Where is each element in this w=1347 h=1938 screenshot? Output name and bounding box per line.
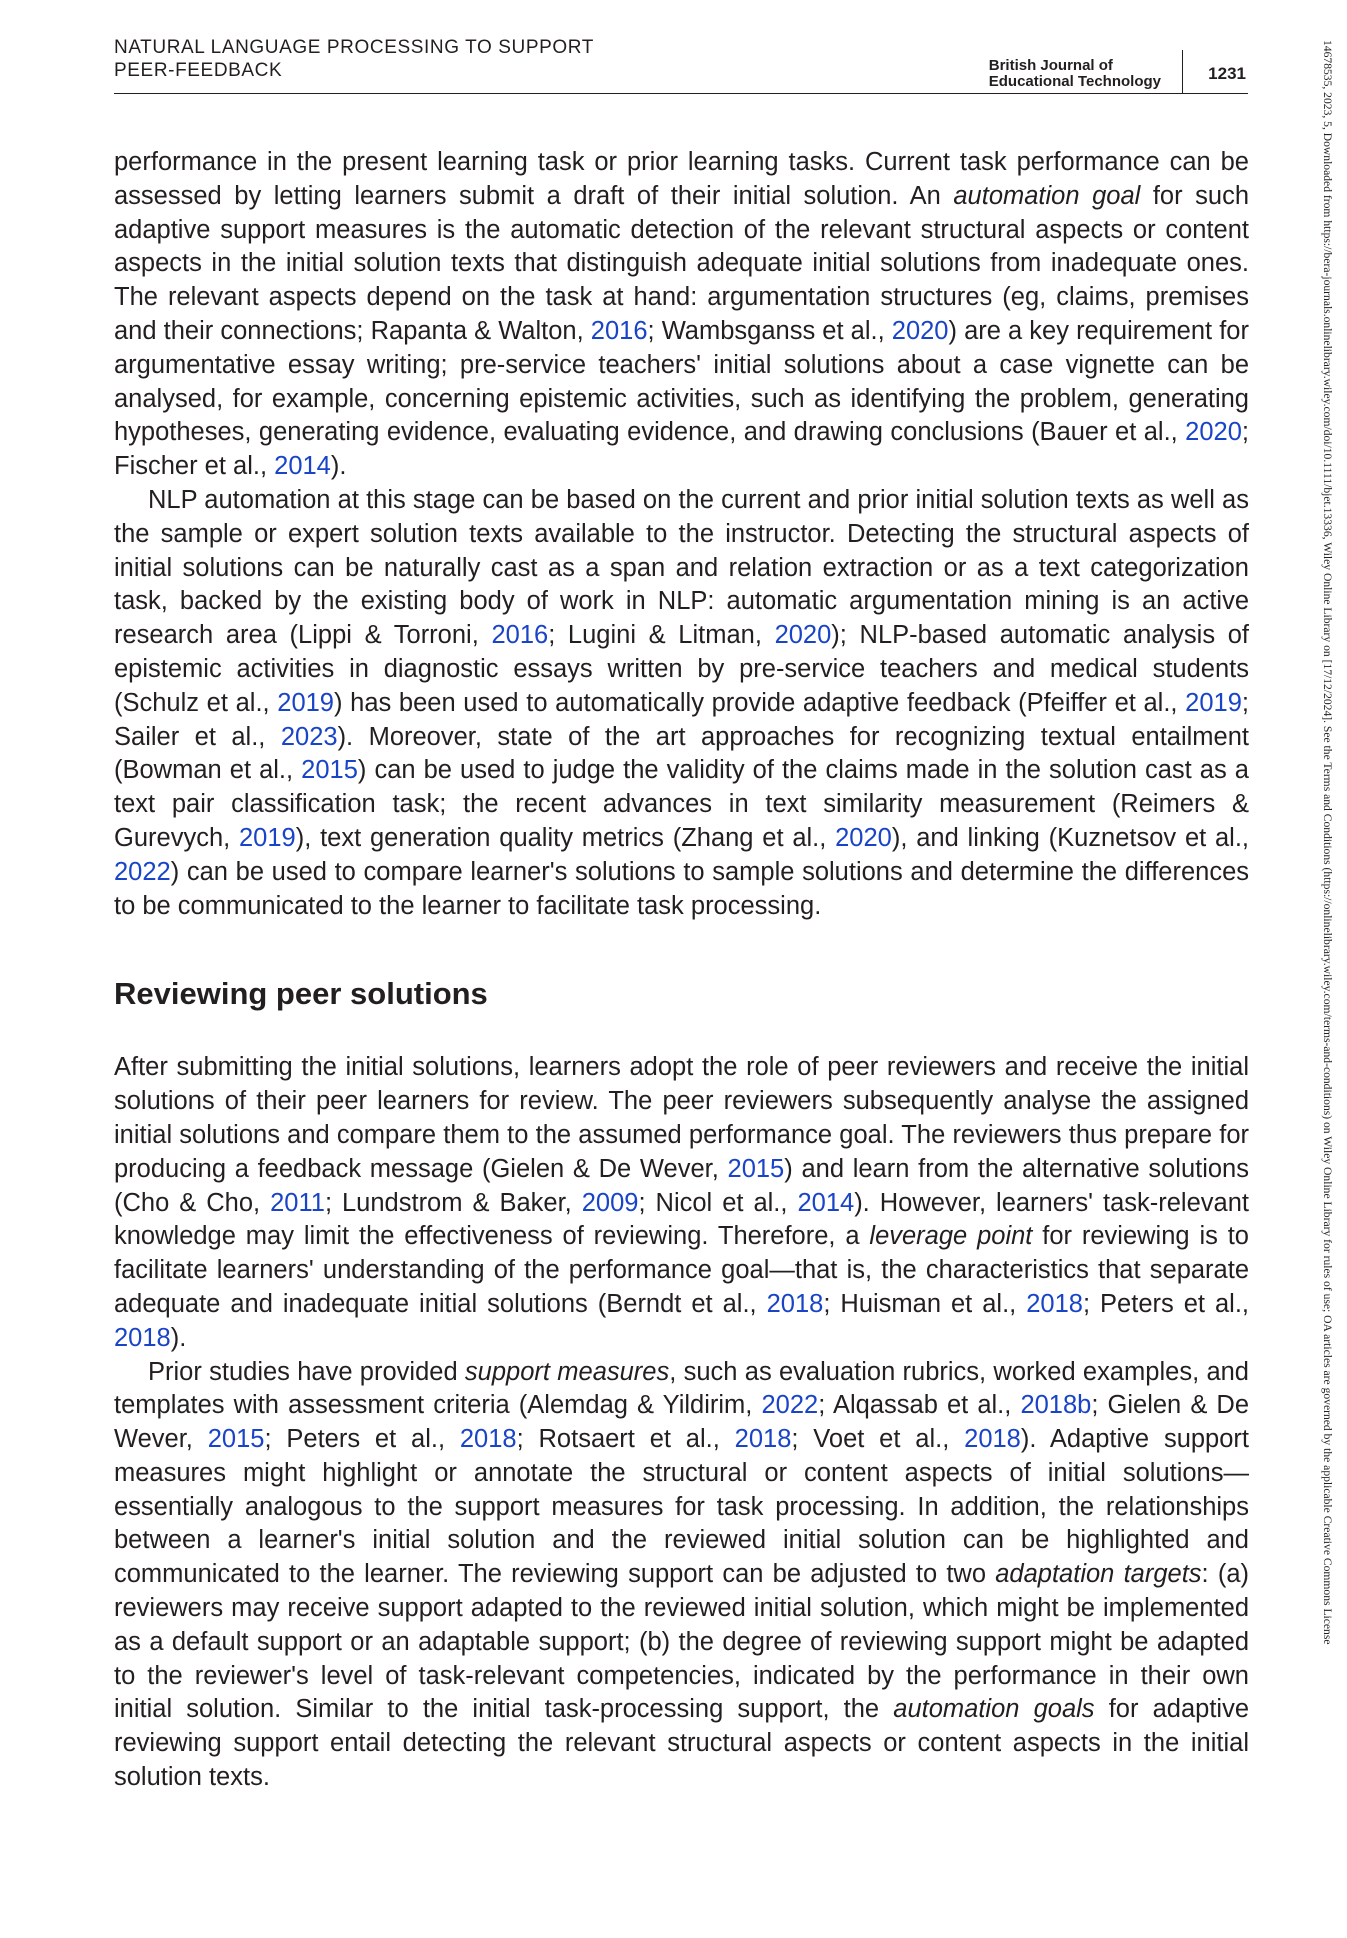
emphasis-term: adaptation targets (995, 1560, 1202, 1589)
text-run: ) can be used to compare learner's solutions to sample solutions and determine the differences to be communicated to the learner to facilitate task processing. (114, 857, 1249, 920)
citation-link[interactable]: 2023 (280, 722, 338, 751)
citation-link[interactable]: 2022 (761, 1391, 819, 1420)
text-run: NLP automation at this stage can be based on the current and prior initial solution texts as well as the sample or expert solution texts available to the instructor. Detecting the structural aspects of initial solutions can be naturally cast as a span and relation extraction or as a text categorization task, backed by the existing body of work in NLP: automatic argumentation mining is an active research area (Lippi & Torroni, (114, 485, 1249, 650)
text-run: ; Fischer et al., (114, 418, 1249, 481)
text-run: ; Lugini & Litman, (548, 621, 775, 650)
citation-link[interactable]: 2011 (270, 1188, 325, 1217)
citation-link[interactable]: 2018b (1020, 1391, 1092, 1420)
section-heading: Reviewing peer solutions (114, 976, 488, 1012)
citation-link[interactable]: 2018 (734, 1425, 792, 1454)
header-rule (114, 93, 1248, 94)
text-run: ; Peters et al., (1082, 1289, 1249, 1318)
citation-link[interactable]: 2020 (1185, 418, 1242, 447)
text-run: for adaptive reviewing support entail detecting the relevant structural aspects or content aspects in the initial solution texts. (114, 1695, 1249, 1792)
text-run: ; Alqassab et al., (818, 1391, 1021, 1420)
citation-link[interactable]: 2015 (727, 1154, 785, 1183)
text-run: ; Peters et al., (264, 1425, 460, 1454)
text-run: ). However, learners' task-relevant knowledge may limit the effectiveness of reviewing. Therefore, a (114, 1188, 1249, 1251)
text-run: ), and linking (Kuznetsov et al., (891, 823, 1250, 852)
text-run: for such adaptive support measures is the automatic detection of the relevant structural aspects or content aspects in the initial solution texts that distinguish adequate initial solutions from inadequate ones. The relevant aspects depend on the task at hand: argumentation structures (eg, claims, premises and their connections; Rapanta & Walton, (114, 181, 1249, 345)
citation-link[interactable]: 2018 (459, 1425, 517, 1454)
citation-link[interactable]: 2019 (239, 823, 296, 852)
citation-link[interactable]: 2019 (277, 688, 334, 717)
citation-link[interactable]: 2014 (797, 1188, 855, 1217)
text-run: ). (330, 452, 347, 481)
text-run: : (a) reviewers may receive support adapted to the reviewed initial solution, which might be implemented as a default support or an adaptable support; (b) the degree of reviewing support might be adapted to the reviewer's level of task-relevant competencies, indicated by the performance in their own initial solution. Similar to the initial task-processing support, the (114, 1560, 1249, 1724)
running-header (114, 36, 1249, 94)
citation-link[interactable]: 2018 (766, 1289, 824, 1318)
citation-link[interactable]: 2020 (891, 316, 949, 345)
citation-link[interactable]: 2015 (207, 1425, 265, 1454)
text-run: ); NLP-based automatic analysis of epistemic activities in diagnostic essays written by pre-service teachers and medical students (Schulz et al., (114, 621, 1249, 717)
citation-link[interactable]: 2015 (301, 756, 358, 785)
citation-link[interactable]: 2014 (274, 452, 331, 481)
download-notice-text: 14678535, 2023, 5, Downloaded from https://bera-journals.onlinelibrary.wiley.com/doi/10.1111/bjet.13336, Wiley Online Library on [17/12/2024]. See the Terms and Conditions (https://onlinelibrary.wiley.com/terms-and-conditions) on Wiley Online Library for rules of use; OA articles are governed by the applicable Creative Commons License (1321, 40, 1334, 1645)
text-run: performance in the present learning task or prior learning tasks. Current task performance can be assessed by letting learners submit a draft of their initial solution. An (114, 148, 1249, 210)
citation-link[interactable]: 2009 (581, 1188, 639, 1217)
text-run: ; Huisman et al., (823, 1289, 1027, 1318)
journal-name-line2: Educational Technology (988, 73, 1161, 90)
text-run: After submitting the initial solutions, learners adopt the role of peer reviewers and receive the initial solutions of their peer learners for review. The peer reviewers subsequently analyse the assigned initial solutions and compare them to the assumed performance goal. The reviewers thus prepare for producing a feedback message (Gielen & De Wever, (114, 1053, 1249, 1183)
text-run: ; Voet et al., (791, 1425, 965, 1454)
citation-link[interactable]: 2019 (1185, 688, 1242, 717)
text-run: Prior studies have provided (148, 1357, 465, 1386)
text-run: ; Sailer et al., (114, 688, 1249, 751)
text-run: ; Lundstrom & Baker, (324, 1188, 582, 1217)
text-run: ) and learn from the alternative solutions (Cho & Cho, (114, 1154, 1249, 1217)
body-text (114, 146, 1249, 1795)
text-run: ; Rotsaert et al., (516, 1425, 735, 1454)
text-run: for reviewing is to facilitate learners' understanding of the performance goal—that is, the characteristics that separate adequate and inadequate initial solutions (Berndt et al., (114, 1222, 1249, 1318)
citation-link[interactable]: 2018 (964, 1425, 1021, 1454)
citation-link[interactable]: 2022 (114, 857, 171, 886)
paragraph (114, 1356, 1249, 1795)
page-number: 1231 (1208, 64, 1246, 83)
emphasis-term: leverage point (869, 1222, 1033, 1251)
citation-link[interactable]: 2020 (835, 823, 892, 852)
paragraph (114, 146, 1249, 484)
running-title-line1: NATURAL LANGUAGE PROCESSING TO SUPPORT (114, 37, 594, 58)
citation-link[interactable]: 2020 (774, 621, 832, 650)
text-run: ) has been used to automatically provide adaptive feedback (Pfeiffer et al., (334, 688, 1186, 717)
text-run: ; Nicol et al., (638, 1188, 798, 1217)
citation-link[interactable]: 2016 (491, 621, 549, 650)
journal-name-line1: British Journal of (988, 57, 1113, 74)
header-divider (1182, 50, 1183, 94)
text-run: ), text generation quality metrics (Zhang et al., (295, 823, 836, 852)
emphasis-term: automation goal (953, 181, 1141, 210)
emphasis-term: automation goals (893, 1695, 1095, 1724)
text-run: ). (170, 1323, 187, 1352)
text-run: ) are a key requirement for argumentative essay writing; pre-service teachers' initial solutions about a case vignette can be analysed, for example, concerning epistemic activities, such as identifying the problem, generating hypotheses, generating evidence, evaluating evidence, and drawing conclusions (Bauer et al., (114, 316, 1249, 447)
text-run: ; Wambsganss et al., (647, 316, 892, 345)
text-run: ). Adaptive support measures might highlight or annotate the structural or content aspects of initial solutions—essentially analogous to the support measures for task processing. In addition, the relationships between a learner's initial solution and the reviewed initial solution can be highlighted and communicated to the learner. The reviewing support can be adjusted to two (114, 1425, 1249, 1589)
running-title-line2: PEER-FEEDBACK (114, 60, 283, 81)
citation-link[interactable]: 2018 (114, 1323, 171, 1352)
journal-name (989, 58, 1161, 90)
paragraph (114, 1051, 1249, 1355)
citation-link[interactable]: 2018 (1026, 1289, 1083, 1318)
paragraph (114, 484, 1249, 923)
citation-link[interactable]: 2016 (590, 316, 648, 345)
running-title (114, 36, 594, 82)
text-run: ) can be used to judge the validity of the claims made in the solution cast as a text pair classification task; the recent advances in text similarity measurement (Reimers & Gurevych, (114, 756, 1249, 852)
download-notice (1318, 40, 1336, 1920)
text-run: , such as evaluation rubrics, worked examples, and templates with assessment criteria (Alemdag & Yildirim, (114, 1357, 1249, 1420)
emphasis-term: support measures (464, 1357, 670, 1386)
text-run: ; Gielen & De Wever, (114, 1391, 1250, 1454)
text-run: ). Moreover, state of the art approaches for recognizing textual entailment (Bowman et al., (114, 722, 1249, 785)
